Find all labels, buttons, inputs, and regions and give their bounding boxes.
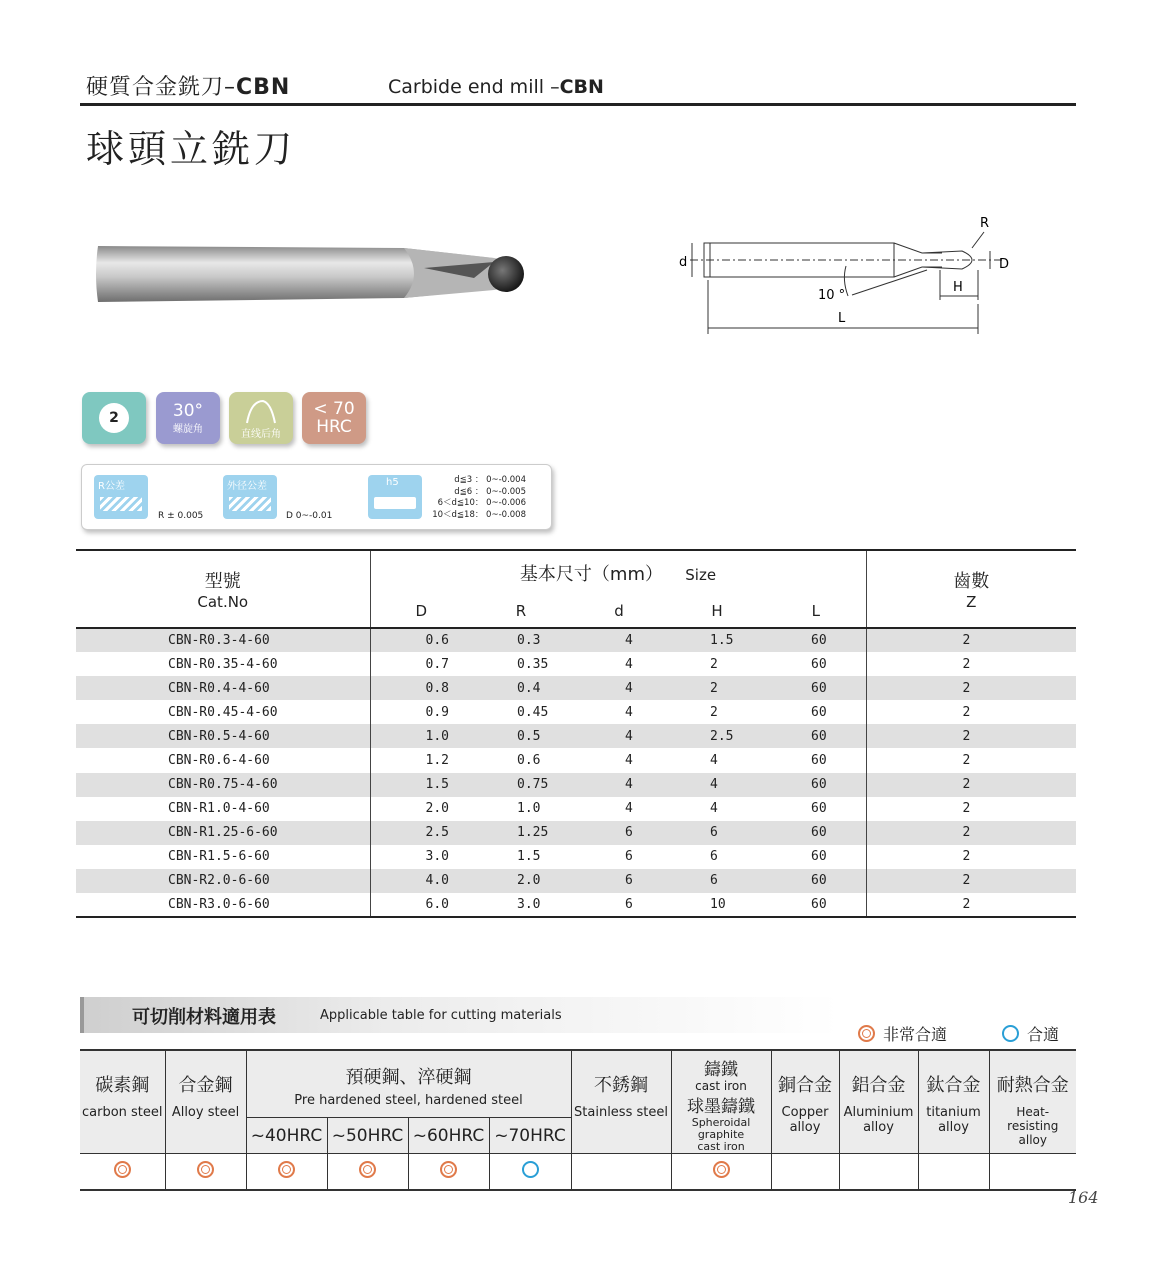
table-cell: 2 xyxy=(866,869,1076,893)
mat-copper: 銅合金 Copper alloy xyxy=(771,1050,839,1154)
table-row xyxy=(76,724,1076,748)
mat-hardened-steel: 預硬鋼、淬硬鋼 Pre hardened steel, hardened steel xyxy=(246,1050,571,1118)
od-tolerance-value: D 0~-0.01 xyxy=(286,511,333,521)
table-cell: 6 xyxy=(570,893,668,917)
page-number: 164 xyxy=(1068,1188,1099,1207)
header-cn: 硬質合金銑刀–CBN xyxy=(86,75,291,100)
table-cell: 2 xyxy=(866,700,1076,724)
suitability-cell xyxy=(918,1154,989,1190)
table-cell: 2 xyxy=(866,748,1076,772)
suitability-cell xyxy=(771,1154,839,1190)
table-cell: 0.45 xyxy=(517,704,549,720)
corner-label: 直线后角 xyxy=(241,428,281,440)
spec-table xyxy=(76,549,1076,918)
mat-heat-resisting: 耐熱合金 Heat-resisting alloy xyxy=(989,1050,1076,1154)
subheader-d: d xyxy=(570,594,668,628)
mat-carbon-steel: 碳素鋼 carbon steel xyxy=(80,1050,165,1154)
mat-aluminium: 鋁合金 Aluminium alloy xyxy=(839,1050,918,1154)
cell-model: CBN-R0.4-4-60 xyxy=(76,676,370,700)
cell-model: CBN-R0.35-4-60 xyxy=(168,656,278,672)
table-cell: 1.5 xyxy=(517,849,541,865)
table-cell: 1.2 xyxy=(370,748,472,772)
suitability-cell xyxy=(989,1154,1076,1190)
diagram-label-H: H xyxy=(953,280,963,295)
h5-tolerance-rows: d≦3 ： 0~-0.004 d≦6 ： 0~-0.005 6＜d≦10： 0~-0.006 10＜d≦18： 0~-0.008 xyxy=(432,475,526,520)
header-size: 基本尺寸（mm） Size xyxy=(370,550,866,594)
table-cell: 0.5 xyxy=(472,724,570,748)
table-cell: 6 xyxy=(668,869,766,893)
table-cell: 2.5 xyxy=(370,821,472,845)
table-row xyxy=(76,869,1076,893)
table-cell: 6 xyxy=(570,821,668,845)
mat-hrc-70: ~70HRC xyxy=(489,1118,571,1154)
table-cell: 0.4 xyxy=(472,676,570,700)
r-tolerance-value: R ± 0.005 xyxy=(158,511,204,521)
suitability-cell xyxy=(839,1154,918,1190)
table-cell: 2 xyxy=(866,628,1076,652)
table-cell: 2 xyxy=(866,773,1076,797)
table-cell: 1.5 xyxy=(370,773,472,797)
orange-ring-icon xyxy=(278,1161,295,1178)
cell-model: CBN-R0.6-4-60 xyxy=(168,753,270,769)
table-row xyxy=(76,893,1076,917)
table-cell: 4 xyxy=(625,704,633,720)
table-row xyxy=(76,628,1076,652)
table-row xyxy=(76,700,1076,724)
orange-ring-icon xyxy=(114,1161,131,1178)
table-cell: 2 xyxy=(866,797,1076,821)
cell-model: CBN-R1.25-6-60 xyxy=(76,821,370,845)
clearance-angle-icon xyxy=(229,392,293,444)
diagram-label-angle: 10 ° xyxy=(818,288,846,303)
table-cell: 4 xyxy=(668,773,766,797)
table-cell: 2 xyxy=(710,704,718,720)
diagram-label-L: L xyxy=(838,311,846,326)
suitability-cell xyxy=(408,1154,489,1190)
table-cell: 0.75 xyxy=(472,773,570,797)
table-cell: 60 xyxy=(766,676,866,700)
table-cell: 60 xyxy=(766,773,866,797)
table-cell: 60 xyxy=(766,869,866,893)
legend-suitable: 合適 xyxy=(1002,1022,1059,1045)
suitability-cell xyxy=(671,1154,771,1190)
table-cell: 1.0 xyxy=(370,724,472,748)
mat-hrc-40: ~40HRC xyxy=(246,1118,327,1154)
cell-model: CBN-R2.0-6-60 xyxy=(76,869,370,893)
table-row xyxy=(76,773,1076,797)
table-cell: 4 xyxy=(570,773,668,797)
table-cell: 4 xyxy=(570,724,668,748)
hrc-value: < 70 xyxy=(313,399,355,419)
table-cell: 60 xyxy=(811,801,827,817)
tolerance-box xyxy=(81,464,552,530)
table-cell: 6 xyxy=(625,849,633,865)
orange-ring-icon xyxy=(440,1161,457,1178)
table-cell: 2 xyxy=(710,656,718,672)
subheader-L: L xyxy=(766,594,866,628)
table-cell: 4 xyxy=(570,676,668,700)
table-row xyxy=(76,748,1076,772)
subheader-H: H xyxy=(668,594,766,628)
materials-title-en: Applicable table for cutting materials xyxy=(320,1008,562,1023)
clearance-curve-icon xyxy=(241,397,281,425)
materials-table xyxy=(80,1049,1076,1191)
blue-ring-icon xyxy=(1002,1025,1019,1042)
table-cell: 2 xyxy=(668,676,766,700)
table-cell: 2.0 xyxy=(472,869,570,893)
mat-titanium: 鈦合金 titanium alloy xyxy=(918,1050,989,1154)
table-row xyxy=(76,821,1076,845)
table-row xyxy=(76,676,1076,700)
table-cell: 4 xyxy=(625,753,633,769)
table-row xyxy=(76,797,1076,821)
suitability-cell xyxy=(489,1154,571,1190)
hrc-unit: HRC xyxy=(316,417,352,437)
orange-ring-icon xyxy=(197,1161,214,1178)
cell-model: CBN-R0.3-4-60 xyxy=(76,628,370,652)
subheader-R: R xyxy=(472,594,570,628)
table-cell: 2 xyxy=(866,821,1076,845)
table-cell: 1.0 xyxy=(517,801,541,817)
table-cell: 4.0 xyxy=(370,869,472,893)
table-cell: 0.6 xyxy=(370,628,472,652)
table-cell: 2 xyxy=(866,676,1076,700)
table-cell: 10 xyxy=(668,893,766,917)
suitability-row xyxy=(80,1154,1076,1190)
table-cell: 60 xyxy=(811,704,827,720)
table-cell: 0.3 xyxy=(472,628,570,652)
cell-model: CBN-R3.0-6-60 xyxy=(76,893,370,917)
mat-hrc-50: ~50HRC xyxy=(327,1118,408,1154)
table-row xyxy=(76,652,1076,676)
table-cell: 0.35 xyxy=(517,656,549,672)
header-model: 型號 Cat.No xyxy=(76,550,370,628)
materials-title-cn: 可切削材料適用表 xyxy=(132,1007,276,1028)
table-cell: 60 xyxy=(766,628,866,652)
suitability-cell xyxy=(165,1154,246,1190)
h5-tolerance-icon: h5 xyxy=(368,475,422,519)
header-rule xyxy=(80,103,1076,106)
spec-table-body xyxy=(76,628,1076,917)
table-cell: 60 xyxy=(811,849,827,865)
table-cell: 3.0 xyxy=(370,845,472,869)
mat-alloy-steel: 合金鋼 Alloy steel xyxy=(165,1050,246,1154)
mat-hrc-60: ~60HRC xyxy=(408,1118,489,1154)
diagram-label-d: d xyxy=(679,255,688,270)
mat-stainless: 不銹鋼 Stainless steel xyxy=(571,1050,671,1154)
table-cell: 0.6 xyxy=(517,753,541,769)
mat-cast-iron: 鑄鐵 cast iron 球墨鑄鐵 Spheroidal graphite cast iron xyxy=(671,1050,771,1154)
orange-ring-icon xyxy=(858,1025,875,1042)
table-cell: 6.0 xyxy=(370,893,472,917)
table-cell: 6 xyxy=(668,821,766,845)
technical-diagram xyxy=(672,210,1022,335)
diagram-label-D: D xyxy=(999,257,1010,272)
table-cell: 60 xyxy=(811,656,827,672)
table-cell: 4 xyxy=(625,801,633,817)
subheader-D: D xyxy=(370,594,472,628)
table-cell: 2 xyxy=(866,893,1076,917)
table-cell: 3.0 xyxy=(472,893,570,917)
table-cell: 6 xyxy=(570,869,668,893)
helix-value: 30° xyxy=(172,400,204,421)
helix-label: 螺旋角 xyxy=(173,423,203,435)
flute-count-icon xyxy=(82,392,146,444)
diagram-label-R: R xyxy=(980,216,990,231)
cell-model: CBN-R0.75-4-60 xyxy=(76,773,370,797)
product-photo xyxy=(94,238,530,310)
table-cell: 4 xyxy=(570,628,668,652)
table-cell: 0.8 xyxy=(370,676,472,700)
table-cell: 2 xyxy=(866,724,1076,748)
header-teeth: 齒數 Z xyxy=(866,550,1076,628)
cell-model: CBN-R0.5-4-60 xyxy=(76,724,370,748)
orange-ring-icon xyxy=(359,1161,376,1178)
table-cell: 60 xyxy=(766,893,866,917)
table-cell: 1.5 xyxy=(668,628,766,652)
orange-ring-icon xyxy=(713,1161,730,1178)
table-cell: 60 xyxy=(766,821,866,845)
table-cell: 4 xyxy=(710,801,718,817)
table-row xyxy=(76,845,1076,869)
suitability-cell xyxy=(571,1154,671,1190)
table-cell: 60 xyxy=(766,724,866,748)
helix-angle-icon xyxy=(156,392,220,444)
flute-count: 2 xyxy=(99,403,129,433)
table-cell: 0.7 xyxy=(370,652,472,676)
cell-model: CBN-R1.5-6-60 xyxy=(168,849,270,865)
hardness-icon xyxy=(302,392,366,444)
cell-model: CBN-R0.45-4-60 xyxy=(168,704,278,720)
table-cell: 0.9 xyxy=(370,700,472,724)
suitability-cell xyxy=(246,1154,327,1190)
table-cell: 2 xyxy=(866,845,1076,869)
suitability-cell xyxy=(327,1154,408,1190)
legend-very-suitable: 非常合適 xyxy=(858,1022,947,1045)
r-tolerance-icon: R公差 xyxy=(94,475,148,519)
table-cell: 2 xyxy=(866,652,1076,676)
table-cell: 6 xyxy=(710,849,718,865)
table-cell: 2.5 xyxy=(668,724,766,748)
table-cell: 1.25 xyxy=(472,821,570,845)
table-cell: 2.0 xyxy=(370,797,472,821)
blue-ring-icon xyxy=(522,1161,539,1178)
table-cell: 4 xyxy=(625,656,633,672)
suitability-cell xyxy=(80,1154,165,1190)
header-en: Carbide end mill –CBN xyxy=(388,76,604,98)
table-cell: 4 xyxy=(710,753,718,769)
page-title: 球頭立銑刀 xyxy=(86,127,297,171)
od-tolerance-icon: 外径公差 xyxy=(223,475,277,519)
cell-model: CBN-R1.0-4-60 xyxy=(168,801,270,817)
table-cell: 60 xyxy=(811,753,827,769)
